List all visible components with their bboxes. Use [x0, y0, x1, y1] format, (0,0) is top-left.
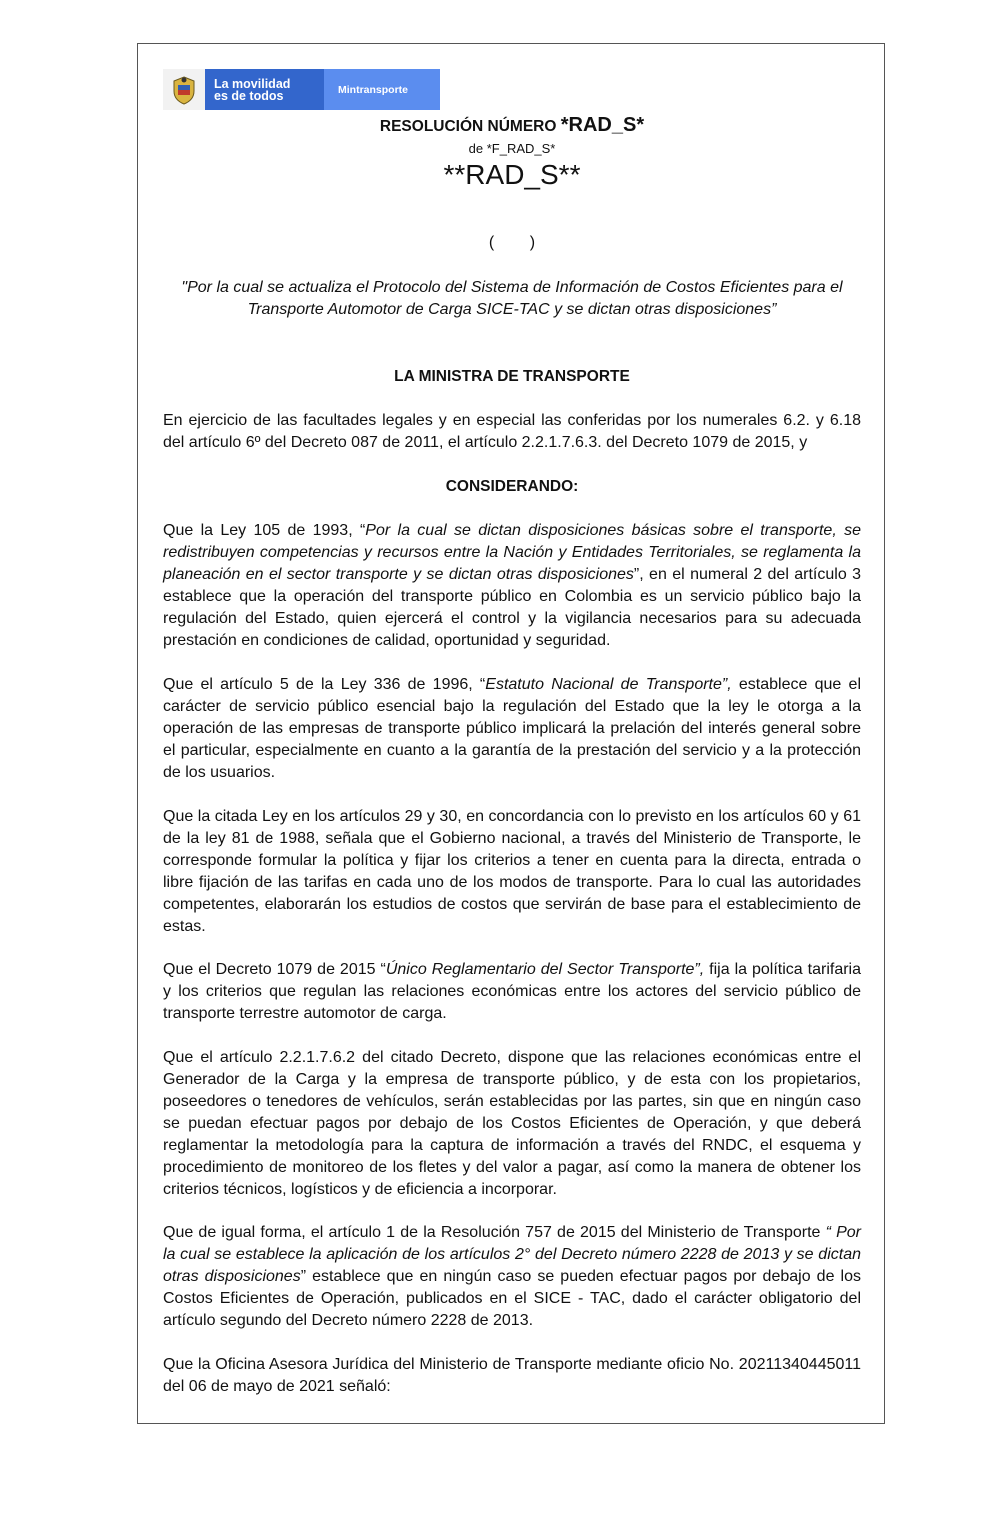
- resolution-date: de *F_RAD_S*: [468, 141, 556, 156]
- paragraph-7: Que la Oficina Asesora Jurídica del Ministerio de Transporte mediante oficio No. 20211340445011 del 06 de mayo de 2021 señaló:: [163, 1356, 861, 1395]
- paragraph-6: Que de igual forma, el artículo 1 de la Resolución 757 de 2015 del Ministerio de Transporte “ Por la cual se establece la aplicación de los artículos 2° del Decreto número 2228 de 2013 y se dictan otras disposiciones” establece que en ningún caso se pueden efectuar pagos por debajo de los Costos Eficientes de Operación, publicados en el SICE - TAC, dado el carácter obligatorio del artículo segundo del Decreto número 2228 de 2013.: [163, 1224, 861, 1329]
- paragraph-1: Que la Ley 105 de 1993, “Por la cual se dictan disposiciones básicas sobre el transporte, se redistribuyen competencias y recursos entre la Nación y Entidades Territoriales, se reglamenta la planeación en el sector transporte y se dictan otras disposiciones”, en el numeral 2 del artículo 3 establece que la operación del transporte público en Colombia es un servicio público bajo la regulación del Estado, quien ejercerá el control y la vigilancia necesarios para su adecuada prestación en condiciones de calidad, oportunidad y seguridad.: [163, 522, 862, 649]
- logo-line1: La movilidad: [214, 76, 291, 91]
- paragraph-3: Que la citada Ley en los artículos 29 y 30, en concordancia con lo previsto en los artículos 60 y 61 de la ley 81 de 1988, señala que el Gobierno nacional, a través del Ministerio de Transporte, le corresponde formular la política y fijar los criterios a tener en cuenta para la directa, entrada o libre fijación de las tarifas en cada uno de los modos de transporte. Para lo cual las autoridades competentes, elaborarán los estudios de costos que servirán de base para el establecimiento de estas.: [163, 808, 861, 935]
- coat-of-arms-icon: [163, 69, 205, 110]
- paragraph-5: Que el artículo 2.2.1.7.6.2 del citado Decreto, dispone que las relaciones económicas entre el Generador de la Carga y la empresa de transporte público, y de esta con los propietarios, poseedores o tenedores de vehículos, serán establecidas por las partes, sin que en ningún caso se puedan efectuar pagos por debajo de los Costos Eficientes de Operación, y que deberá reglamentar la metodología para la captura de información a través del RNDC, el esquema y procedimiento de monitoreo de los fletes y del valor a pagar, así como la manera de obtener los criterios técnicos, logísticos y de eficiencia a incorporar.: [163, 1049, 861, 1198]
- resolution-parenthesis: ( ): [488, 234, 536, 251]
- minister-heading: LA MINISTRA DE TRANSPORTE: [394, 368, 630, 385]
- resolution-rad: *RAD_S*: [560, 114, 645, 136]
- logo-slogan: [205, 69, 324, 110]
- paragraph-4: Que el Decreto 1079 de 2015 “Único Reglamentario del Sector Transporte”, fija la política tarifaria y los criterios que regulan las relaciones económicas entre los actores del servicio público de transporte terrestre automotor de carga.: [163, 961, 862, 1022]
- logo-line2: es de todos: [214, 88, 284, 103]
- logo-brand: Mintransporte: [324, 69, 440, 110]
- resolution-subtitle: "Por la cual se actualiza el Protocolo del Sistema de Información de Costos Eficientes para el Transporte Automotor de Carga SICE-TAC y se dictan otras disposiciones”: [181, 279, 843, 318]
- considerando-heading: CONSIDERANDO:: [445, 478, 579, 495]
- resolution-number: [163, 114, 861, 137]
- document-page: [137, 43, 885, 1424]
- resolution-rad-large: **RAD_S**: [443, 159, 581, 190]
- mintransporte-logo: [163, 69, 440, 110]
- paragraph-2: Que el artículo 5 de la Ley 336 de 1996, “Estatuto Nacional de Transporte”, establece que el carácter de servicio público esencial bajo la regulación del Estado que la ley le otorga a la operación de las empresas de transporte público implicará la prelación del interés general sobre el particular, especialmente en cuanto a la garantía de la prestación del servicio y a la protección de los usuarios.: [163, 676, 862, 781]
- intro-paragraph: En ejercicio de las facultades legales y en especial las conferidas por los numerales 6.2. y 6.18 del artículo 6º del Decreto 087 de 2011, el artículo 2.2.1.7.6.3. del Decreto 1079 de 2015, y: [163, 412, 861, 451]
- resolution-label: RESOLUCIÓN NÚMERO: [379, 118, 557, 135]
